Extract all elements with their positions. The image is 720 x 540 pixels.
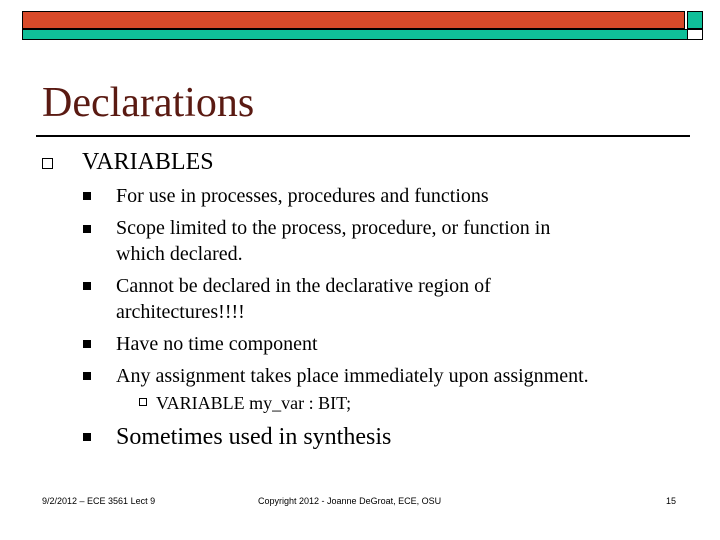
square-bullet-icon xyxy=(83,340,91,348)
square-bullet-icon xyxy=(83,282,91,290)
title-divider xyxy=(36,135,690,137)
hollow-square-bullet-icon xyxy=(139,398,147,406)
header-square-green xyxy=(687,11,703,29)
footer-date-lecture: 9/2/2012 – ECE 3561 Lect 9 xyxy=(42,496,156,506)
sub-bullet-declarative-cont: architectures!!!! xyxy=(116,301,245,323)
square-bullet-icon xyxy=(83,372,91,380)
header-bar-green xyxy=(22,29,703,40)
header-bar-red xyxy=(22,11,685,29)
sub-bullet-scope-cont: which declared. xyxy=(116,243,243,265)
page-number: 15 xyxy=(666,496,677,506)
bullet-variables: VARIABLES xyxy=(82,149,214,175)
square-bullet-icon xyxy=(83,225,91,233)
footer-copyright: Copyright 2012 - Joanne DeGroat, ECE, OSU xyxy=(258,496,442,506)
sub-bullet-scope: Scope limited to the process, procedure, or function in xyxy=(116,217,551,239)
hollow-square-bullet-icon xyxy=(42,158,53,169)
sub-bullet-usage: For use in processes, procedures and functions xyxy=(116,185,489,207)
sub-bullet-time: Have no time component xyxy=(116,333,318,355)
square-bullet-icon xyxy=(83,433,91,441)
sub-bullet-synthesis: Sometimes used in synthesis xyxy=(116,424,392,450)
sub-bullet-assignment: Any assignment takes place immediately upon assignment. xyxy=(116,365,589,387)
sub-bullet-declarative: Cannot be declared in the declarative region of xyxy=(116,275,491,297)
header-square-white xyxy=(687,29,703,40)
slide-title: Declarations xyxy=(42,80,255,126)
square-bullet-icon xyxy=(83,192,91,200)
code-example: VARIABLE my_var : BIT; xyxy=(156,393,352,413)
